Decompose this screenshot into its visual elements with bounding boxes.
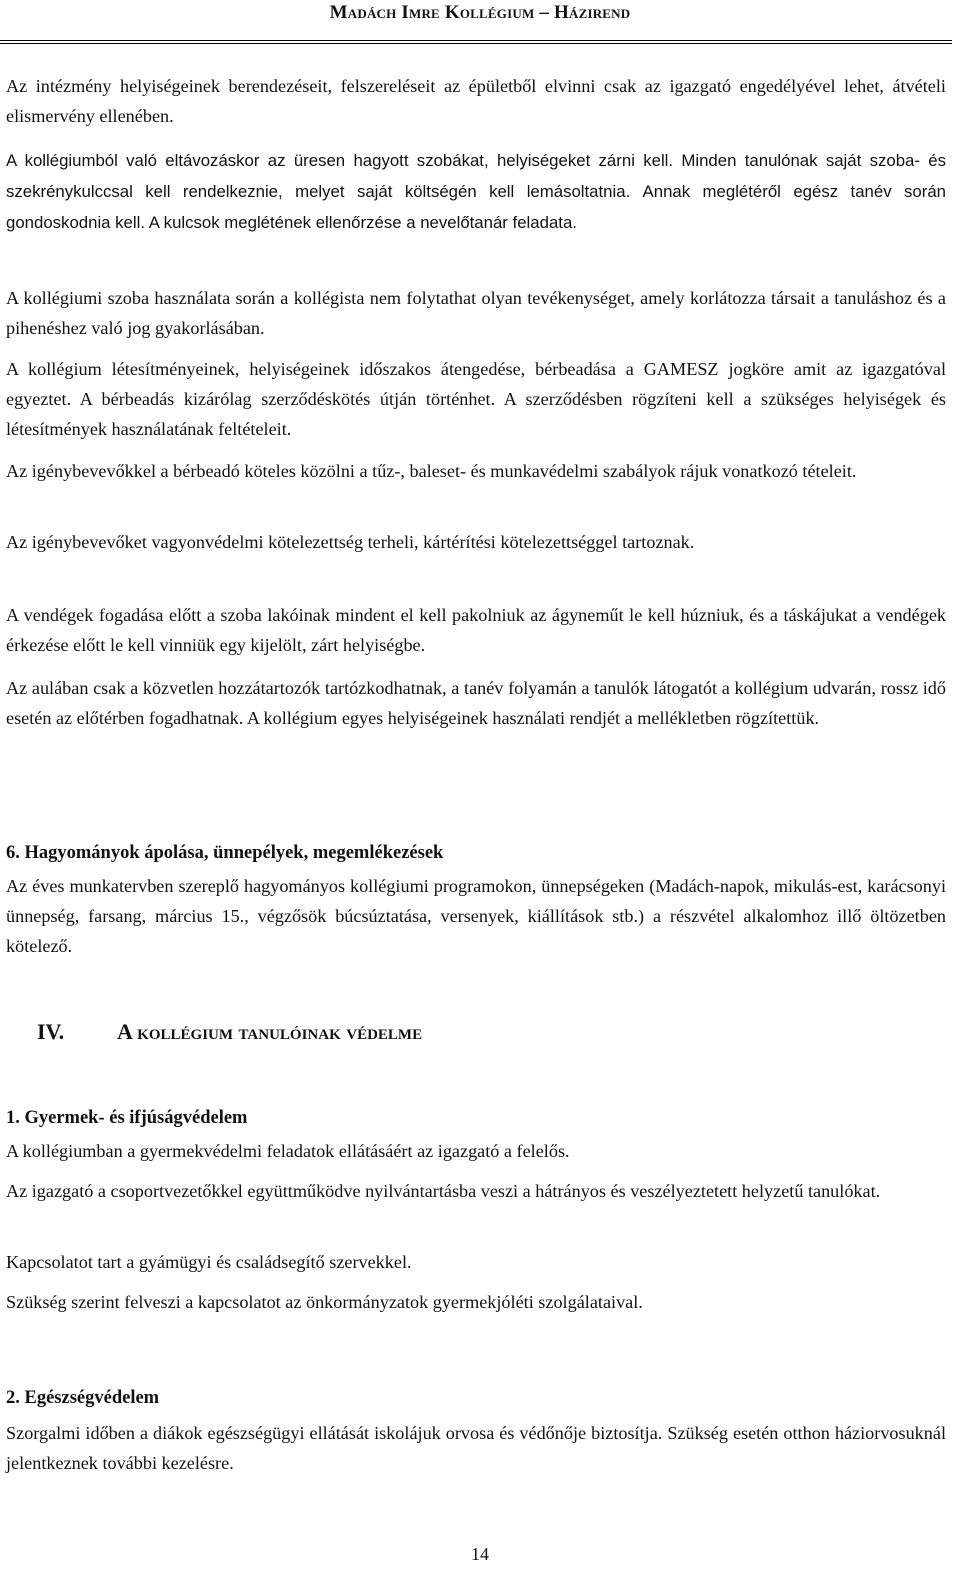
paragraph-safety-rules: Az igénybevevőkkel a bérbeadó köteles közölni a tűz-, baleset- és munkavédelmi szabályok rájuk vonatkozó tételeit. bbox=[6, 461, 857, 481]
header-divider bbox=[0, 40, 952, 44]
paragraph-furniture: Az intézmény helyiségeinek berendezéseit, felszereléseit az épületből elvinni csak az igazgató engedélyével lehet, átvételi elismervény ellenében. bbox=[6, 76, 946, 126]
paragraph-aula: Az aulában csak a közvetlen hozzátartozók tartózkodhatnak, a tanév folyamán a tanulók látogatót a kollégium udvarán, rossz idő esetén az előtérben fogadhatnak. A kollégium egyes helyiségeinek használati rendjét a mellékletben rögzítettük. bbox=[6, 678, 946, 728]
paragraph-guests: A vendégek fogadása előtt a szoba lakóinak mindent el kell pakolniuk az ágyneműt le kell húzniuk, és a táskájukat a vendégek érkezése előtt le kell vinniük egy kijelölt, zárt helyiségbe. bbox=[6, 605, 946, 655]
paragraph-rental: A kollégium létesítményeinek, helyiségeinek időszakos átengedése, bérbeadása a GAMESZ jogköre amit az igazgatóval egyeztet. A bérbeadás kizárólag szerződéskötés útján történhet. A szerződésben rögzíteni kell a szükséges helyiségek és létesítmények használatának feltételeit. bbox=[6, 359, 946, 439]
chapter-number: IV. bbox=[37, 1019, 65, 1044]
paragraph-keys-part2: Annak meglétéről egész tanév során gondoskodnia kell. A kulcsok meglétének ellenőrzése a nevelőtanár feladata. bbox=[6, 182, 946, 232]
paragraph-liability: Az igénybevevőket vagyonvédelmi kötelezettség terheli, kártérítési kötelezettséggel tartoznak. bbox=[6, 532, 695, 552]
subsection-2-text: Szorgalmi időben a diákok egészségügyi ellátását iskolájuk orvosa és védőnője biztosítja. Szükség esetén otthon háziorvosuknál jelentkeznek további kezelésre. bbox=[6, 1423, 946, 1473]
subsection-1-heading: 1. Gyermek- és ifjúságvédelem bbox=[6, 1108, 248, 1128]
paragraph-room-usage: A kollégiumi szoba használata során a kollégista nem folytathat olyan tevékenységet, amely korlátozza társait a tanuláshoz és a pihenéshez való jog gyakorlásában. bbox=[6, 288, 946, 338]
page-header-title: Madách Imre Kollégium – Házirend bbox=[329, 2, 631, 23]
subsection-1-text-2: Az igazgató a csoportvezetőkkel együttműködve nyilvántartásba veszi a hátrányos és veszélyeztetett helyzetű tanulókat. bbox=[6, 1181, 881, 1201]
chapter-title: A kollégium tanulóinak védelme bbox=[117, 1019, 423, 1044]
section-6-text: Az éves munkatervben szereplő hagyományos kollégiumi programokon, ünnepségeken (Madách-napok, mikulás-est, karácsonyi ünnepség, farsang, március 15., végzősök búcsúztatása, versenyek, kiállítások stb.) a részvétel alkalomhoz illő öltözetben kötelező. bbox=[6, 876, 946, 956]
section-6-heading: 6. Hagyományok ápolása, ünnepélyek, megemlékezések bbox=[6, 843, 444, 863]
subsection-1-text-1: A kollégiumban a gyermekvédelmi feladatok ellátásáért az igazgató a felelős. bbox=[6, 1141, 570, 1161]
subsection-1-text-4: Szükség szerint felveszi a kapcsolatot az önkormányzatok gyermekjóléti szolgálataival. bbox=[6, 1292, 643, 1312]
page-number: 14 bbox=[471, 1544, 489, 1564]
subsection-2-heading: 2. Egészségvédelem bbox=[6, 1388, 160, 1408]
paragraph-keys bbox=[6, 145, 946, 238]
paragraph-keys-part1: A kollégiumból való eltávozáskor az üresen hagyott szobákat, helyiségeket zárni kell. Minden tanulónak saját szoba- és szekrénykulccsal kell rendelkeznie, melyet saját költségén kell lemásoltatnia. bbox=[6, 151, 946, 201]
subsection-1-text-3: Kapcsolatot tart a gyámügyi és családsegítő szervekkel. bbox=[6, 1252, 412, 1272]
